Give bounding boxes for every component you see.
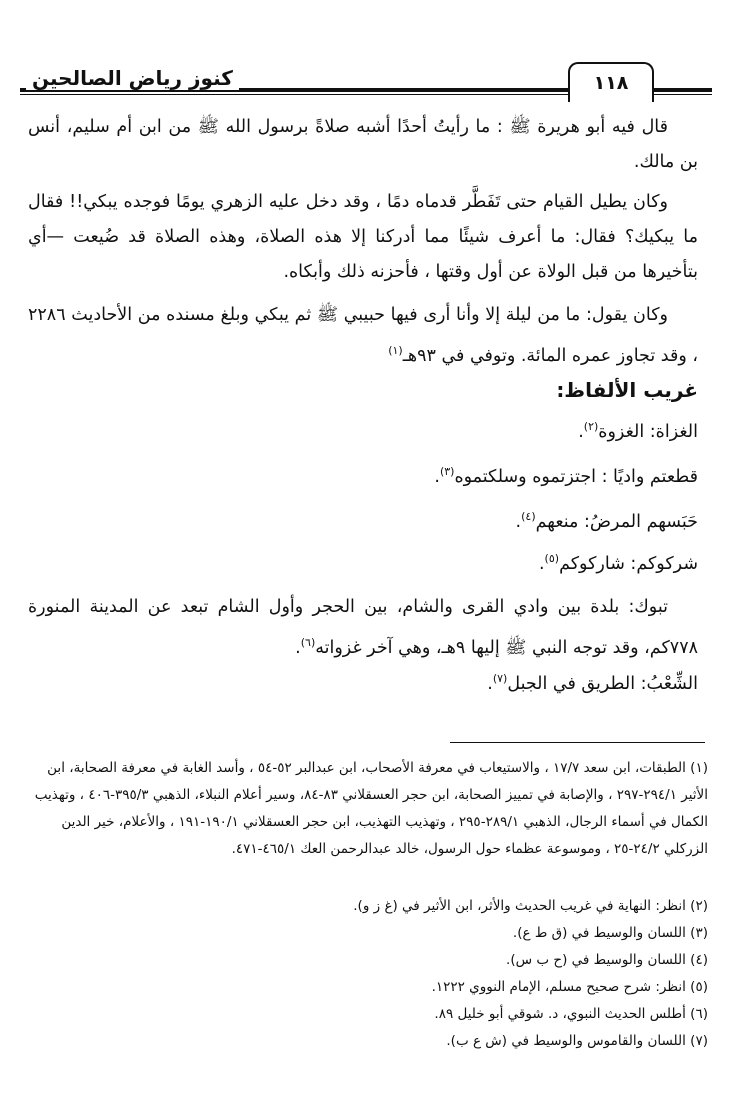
gloss-text: شركوكم: شاركوكم — [559, 553, 698, 574]
footnote-6: (٦) أطلس الحديث النبوي، د. شوقي أبو خليل ٨٩. — [434, 1006, 708, 1022]
footnote-ref: (٤) — [521, 510, 536, 523]
footnote-2: (٢) انظر: النهاية في غريب الحديث والأثر، ابن الأثير في (غ ز و). — [353, 898, 708, 914]
paragraph-text: وكان يقول: ما من ليلة إلا وأنا أرى فيها حبيبي ﷺ ثم يبكي وبلغ مسنده من الأحاديث ٢٢٨٦ ، وقد تجاوز عمره المائة. وتوفي في ٩٣هـ — [28, 305, 698, 366]
paragraph-text: قال فيه أبو هريرة ﷺ : ما رأيتُ أحدًا أشبه صلاةً برسول الله ﷺ من ابن أم سليم، أنس بن مالك. — [28, 117, 698, 172]
gloss-text: الغزاة: الغزوة — [598, 421, 698, 442]
footnote-3: (٣) اللسان والوسيط في (ق ط ع). — [512, 925, 708, 941]
page-header — [20, 62, 712, 102]
paragraph-long-standing — [28, 185, 698, 290]
footnote-ref: (٥) — [544, 552, 560, 565]
running-title: كنوز رياض الصالحين — [26, 66, 239, 90]
page-number: ١١٨ — [568, 62, 654, 102]
gloss-text: حَبَسهم المرضُ: منعهم — [535, 511, 698, 532]
footnote-ref: (٦) — [300, 636, 316, 649]
footnote-7: (٧) اللسان والقاموس والوسيط في (ش ع ب). — [446, 1033, 708, 1049]
footnote-ref: (٧) — [492, 672, 508, 685]
gloss-line: شركوكم: شاركوكم$^{(٥)}$. — [538, 552, 698, 574]
footnote-ref: (٢) — [583, 420, 599, 433]
paragraph-hadith-count — [28, 298, 698, 374]
gloss-line: قطعتم واديًا : اجتزتموه وسلكتموه$^{(٣)}$. — [434, 465, 698, 487]
paragraph-abu-hurayra — [28, 110, 698, 180]
gloss-tabuk: تبوك: بلدة بين وادي القرى والشام، بين الحجر وأول الشام تبعد عن المدينة المنورة ٧٧٨كم، وقد توجه النبي ﷺ إليها ٩هـ، وهي آخر غزواته$^{(٦)}$. — [28, 597, 698, 658]
gloss-text: قطعتم واديًا : اجتزتموه وسلكتموه — [454, 466, 698, 487]
footnote-4: (٤) اللسان والوسيط في (ح ب س). — [506, 952, 708, 968]
gloss-text: تبوك: بلدة بين وادي القرى والشام، بين الحجر وأول الشام تبعد عن المدينة المنورة ٧٧٨كم، وقد توجه النبي ﷺ إليها ٩هـ، وهي آخر غزواته — [28, 597, 698, 658]
section-heading: غريب الألفاظ: — [556, 378, 698, 402]
footnote-ref: (٣) — [439, 465, 455, 478]
footnote-1: (١) الطبقات، ابن سعد ١٧/٧ ، والاستيعاب في معرفة الأصحاب، ابن عبدالبر ٥٢-٥٤ ، وأسد الغابة في معرفة الصحابة، ابن الأثير ٢٩٤/١-٢٩٧ ، والإصابة في تمييز الصحابة، ابن حجر العسقلاني ٨٣-٨٤، وسير أعلام النبلاء، الذهبي ٣٩٥/٣-٤٠٦ ، وتهذيب الكمال في أسماء الرجال، الذهبي ٢٨٩/١-٢٩٥ ، وتهذيب التهذيب، ابن حجر العسقلاني ١٩٠/١-١٩١ ، والأعلام، خير الدين الزركلي ٢٤/٢-٢٥ ، وموسوعة عظماء حول الرسول، خالد عبدالرحمن العك ٤٦٥/١-٤٧١. — [34, 760, 708, 857]
footnote-ref: (١) — [388, 344, 403, 357]
footnote-divider — [450, 742, 705, 743]
gloss-line: الشِّعْبُ: الطريق في الجبل$^{(٧)}$. — [487, 672, 698, 694]
footnote-5: (٥) انظر: شرح صحيح مسلم، الإمام النووي ١٢٢٢. — [431, 979, 708, 995]
paragraph-text: وكان يطيل القيام حتى تَفَطَّر قدماه دمًا ، وقد دخل عليه الزهري يومًا فوجده يبكي!! فقال ما يبكيك؟ فقال: ما أعرف شيئًا مما أدركنا إلا هذه الصلاة، وهذه الصلاة قد ضُيعت —أي بتأخيرها من قبل الولاة عن أول وقتها ، فأحزنه ذلك وأبكاه. — [28, 192, 698, 282]
gloss-text: الشِّعْبُ: الطريق في الجبل — [507, 673, 698, 694]
gloss-line: الغزاة: الغزوة$^{(٢)}$. — [578, 420, 698, 442]
gloss-line: حَبَسهم المرضُ: منعهم$^{(٤)}$. — [515, 510, 698, 532]
